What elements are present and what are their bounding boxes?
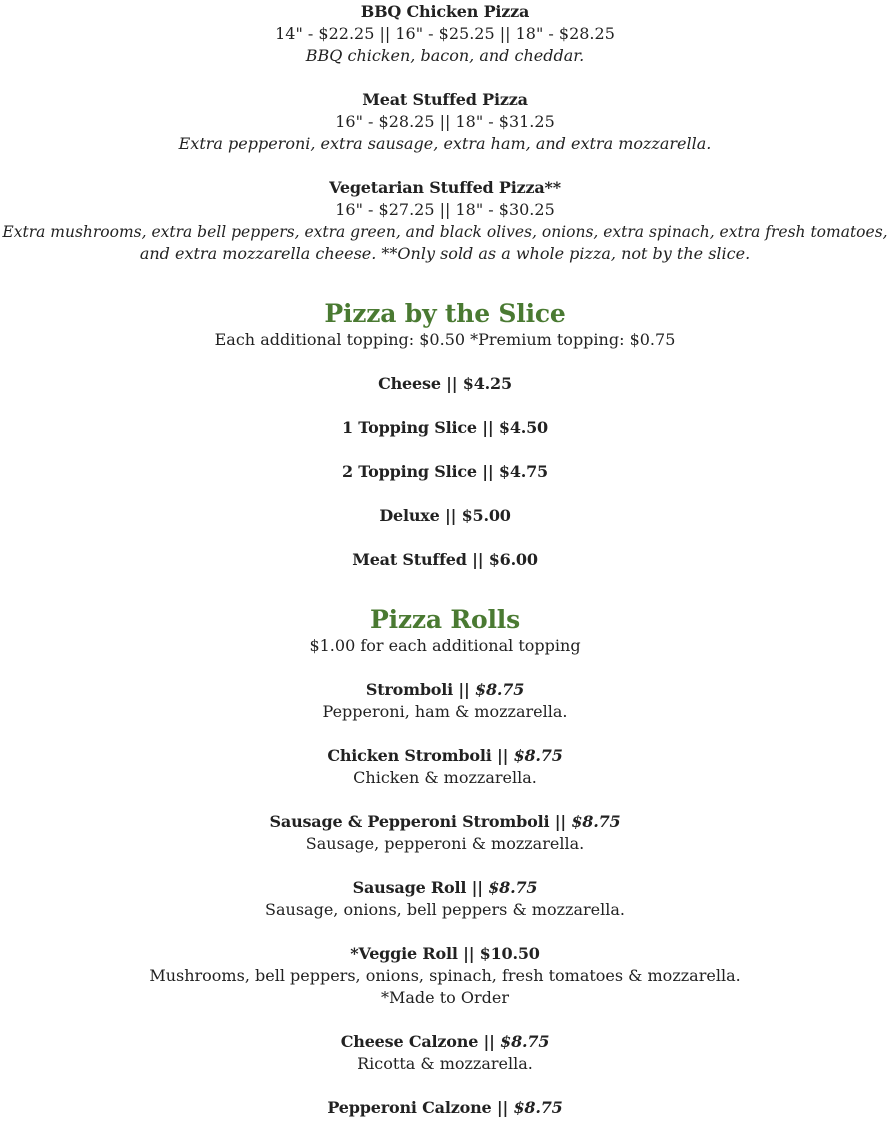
menu-item-meat-stuffed-pizza xyxy=(0,89,890,155)
roll-item-sausage-pepperoni-stromboli xyxy=(0,811,890,855)
slice-item-1-topping: 1 Topping Slice || $4.50 xyxy=(341,418,548,437)
item-name: Vegetarian Stuffed Pizza** xyxy=(329,178,561,197)
item-description: Sausage, pepperoni & mozzarella. xyxy=(305,834,585,853)
roll-item-pepperoni-calzone xyxy=(0,1097,890,1119)
item-price: $8.75 xyxy=(513,1098,563,1117)
slice-item-cheese: Cheese || $4.25 xyxy=(378,374,512,393)
item-sizes: 14" - $22.25 || 16" - $25.25 || 18" - $28.25 xyxy=(275,24,615,43)
item-price: $8.75 xyxy=(571,812,621,831)
item-price: $8.75 xyxy=(488,878,538,897)
item-name: Meat Stuffed Pizza xyxy=(362,90,528,109)
slice-item-meat-stuffed: Meat Stuffed || $6.00 xyxy=(352,550,538,569)
slice-item-2-topping: 2 Topping Slice || $4.75 xyxy=(341,462,548,481)
item-name: BBQ Chicken Pizza xyxy=(360,2,530,21)
item-price: $8.75 xyxy=(475,680,525,699)
item-description: Mushrooms, bell peppers, onions, spinach, fresh tomatoes & mozzarella. xyxy=(149,966,741,985)
item-name: Pepperoni Calzone || $8.75 xyxy=(327,1098,563,1117)
menu-item-bbq-chicken-pizza xyxy=(0,0,890,67)
item-description: Pepperoni, ham & mozzarella. xyxy=(322,702,568,721)
roll-item-sausage-roll xyxy=(0,877,890,921)
slice-item-deluxe: Deluxe || $5.00 xyxy=(379,506,511,525)
item-note: *Made to Order xyxy=(381,988,509,1007)
item-name: Cheese Calzone || $8.75 xyxy=(340,1032,550,1051)
item-name: *Veggie Roll || $10.50 xyxy=(350,944,540,963)
item-name: Sausage & Pepperoni Stromboli || $8.75 xyxy=(269,812,621,831)
item-description: Chicken & mozzarella. xyxy=(353,768,537,787)
item-description-line-1: Extra mushrooms, extra bell peppers, extra green, and black olives, onions, extra spinach, extra fresh tomatoes, xyxy=(2,223,888,241)
menu-item-vegetarian-stuffed-pizza xyxy=(0,177,890,265)
section-title: Pizza by the Slice xyxy=(324,299,566,328)
roll-item-stromboli xyxy=(0,679,890,723)
item-sizes: 16" - $27.25 || 18" - $30.25 xyxy=(335,200,555,219)
item-name: Sausage Roll || $8.75 xyxy=(352,878,538,897)
item-price: $8.75 xyxy=(513,746,563,765)
item-description-line-2: and extra mozzarella cheese. **Only sold as a whole pizza, not by the slice. xyxy=(139,244,751,263)
roll-item-cheese-calzone xyxy=(0,1031,890,1075)
item-description: Ricotta & mozzarella. xyxy=(357,1054,533,1073)
item-name: Stromboli || $8.75 xyxy=(365,680,525,699)
item-description: BBQ chicken, bacon, and cheddar. xyxy=(305,46,585,65)
item-name: Chicken Stromboli || $8.75 xyxy=(327,746,563,765)
item-description: Sausage, onions, bell peppers & mozzarella. xyxy=(265,900,625,919)
item-description: Extra pepperoni, extra sausage, extra ham, and extra mozzarella. xyxy=(178,134,712,153)
section-title: Pizza Rolls xyxy=(370,605,520,634)
item-sizes: 16" - $28.25 || 18" - $31.25 xyxy=(335,112,555,131)
section-pizza-rolls xyxy=(0,605,890,1119)
roll-item-veggie-roll xyxy=(0,943,890,1009)
roll-item-chicken-stromboli xyxy=(0,745,890,789)
section-pizza-by-the-slice xyxy=(0,299,890,571)
section-note: $1.00 for each additional topping xyxy=(309,636,581,655)
item-price: $8.75 xyxy=(500,1032,550,1051)
section-note: Each additional topping: $0.50 *Premium topping: $0.75 xyxy=(214,330,676,349)
